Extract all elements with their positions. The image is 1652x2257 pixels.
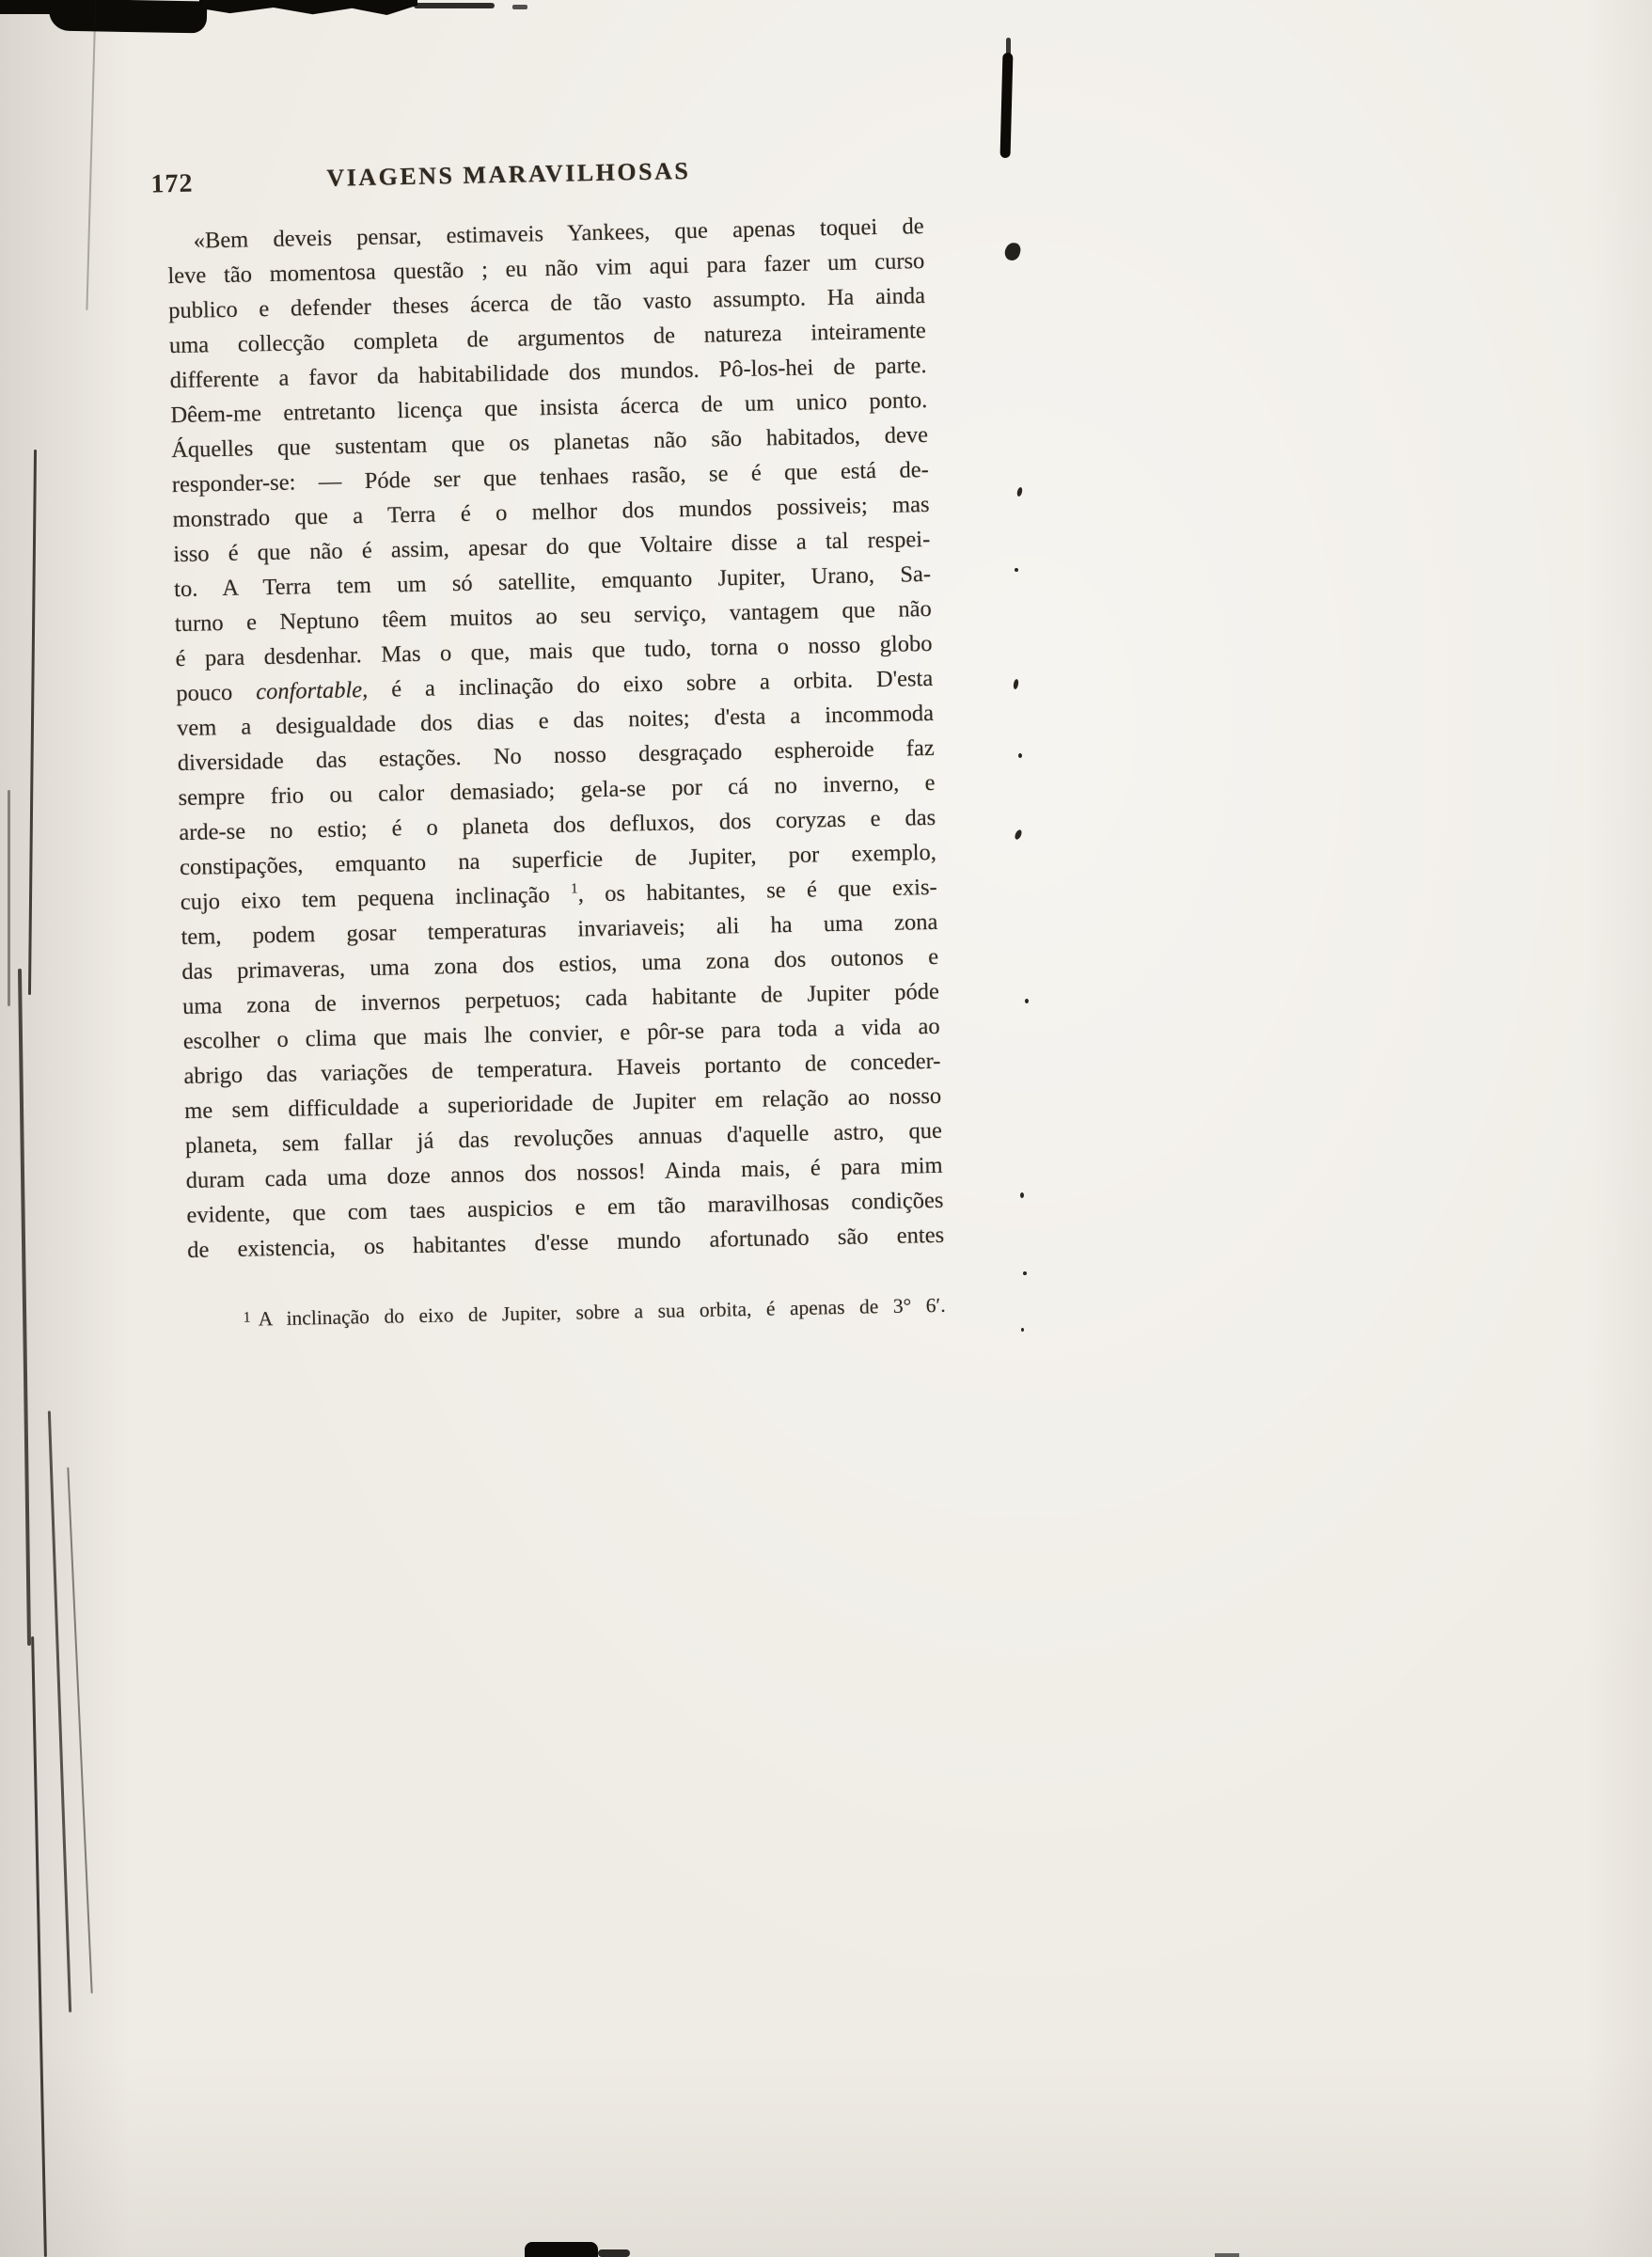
text-segment: , os habitantes, se é que exis- bbox=[577, 874, 937, 908]
text-line: arde-se no estio; é o planeta dos defluxos, dos coryzas e das bbox=[179, 804, 936, 846]
scan-blot bbox=[525, 2242, 598, 2257]
text-line: sempre frio ou calor demasiado; gela-se por cá no inverno, e bbox=[178, 769, 936, 812]
page-content bbox=[150, 152, 946, 1333]
scan-streak bbox=[18, 969, 31, 1646]
footnote-text: A inclinação do eixo de Jupiter, sobre a sua orbita, é apenas de 3° 6′. bbox=[258, 1293, 946, 1331]
text-line: Áquelles que sustentam que os planetas não são habitados, deve bbox=[170, 421, 929, 464]
scan-streak bbox=[8, 790, 10, 1006]
text-line: de existencia, os habitantes d'esse mundo afortunado são entes bbox=[186, 1222, 945, 1263]
text-segment: cujo eixo tem pequena inclinação bbox=[180, 881, 572, 916]
scan-blot bbox=[49, 0, 208, 33]
scan-blot bbox=[414, 3, 495, 8]
text-line: constipações, emquanto na superficie de Jupiter, por exemplo, bbox=[179, 839, 937, 881]
text-line: me sem difficuldade a superioridade de Jupiter em relação ao nosso bbox=[184, 1082, 942, 1124]
text-segment: pouco bbox=[176, 679, 257, 707]
scan-streak bbox=[67, 1467, 92, 1994]
scan-blot bbox=[512, 5, 527, 9]
text-line: uma collecção completa de argumentos de natureza inteiramente bbox=[168, 317, 927, 359]
text-line: evidente, que com taes auspicios e em tão maravilhosas condições bbox=[186, 1187, 944, 1228]
page-number: 172 bbox=[150, 168, 194, 199]
text-line: «Bem deveis pensar, estimaveis Yankees, que apenas toquei de bbox=[193, 213, 924, 254]
scan-blot bbox=[598, 2249, 630, 2257]
text-line: planeta, sem fallar já das revoluções annuas d'aquelle astro, que bbox=[184, 1117, 943, 1159]
text-line: escolher o clima que mais lhe convier, e pôr-se para toda a vida ao bbox=[182, 1013, 940, 1054]
text-line: to. A Terra tem um só satellite, emquanto Jupiter, Urano, Sa- bbox=[173, 560, 932, 603]
text-line: responder-se: — Póde ser que tenhaes rasão, se é que está de- bbox=[171, 456, 930, 498]
scan-streak bbox=[31, 1636, 47, 2257]
scan-speck bbox=[1013, 679, 1019, 690]
footnote-reference: 1 bbox=[570, 880, 578, 897]
text-line: turno e Neptuno têem muitos ao seu serviço, vantagem que não bbox=[174, 595, 932, 638]
scan-blot bbox=[1006, 38, 1011, 58]
scan-blot bbox=[1003, 242, 1022, 262]
text-line: diversidade das estações. No nosso desgraçado espheroide faz bbox=[177, 734, 935, 777]
scan-speck bbox=[1015, 568, 1018, 572]
scan-blot bbox=[199, 0, 417, 15]
text-segment: é a inclinação do eixo sobre a orbita. D'esta bbox=[367, 665, 934, 702]
running-title: VIAGENS MARAVILHOSAS bbox=[326, 156, 691, 192]
text-line: monstrado que a Terra é o melhor dos mundos possiveis; mas bbox=[172, 491, 930, 533]
page-header bbox=[150, 152, 923, 201]
text-line: é para desdenhar. Mas o que, mais que tudo, torna o nosso globo bbox=[175, 630, 933, 672]
scan-speck bbox=[1021, 1328, 1024, 1332]
scan-blot bbox=[1215, 2253, 1239, 2257]
text-line: abrigo das variações de temperatura. Haveis portanto de conceder- bbox=[183, 1048, 941, 1089]
scan-speck bbox=[1023, 1271, 1027, 1275]
text-line: differente a favor da habitabilidade dos mundos. Pô-los-hei de parte. bbox=[169, 352, 927, 394]
scan-speck bbox=[1025, 999, 1029, 1003]
scan-streak bbox=[86, 0, 96, 310]
body-text bbox=[166, 209, 944, 1268]
text-line: duram cada uma doze annos dos nossos! Ainda mais, é para mim bbox=[185, 1152, 943, 1193]
scan-speck bbox=[1014, 829, 1023, 840]
footnote-marker: 1 bbox=[243, 1309, 251, 1326]
text-line: leve tão momentosa questão ; eu não vim aqui para fazer um curso bbox=[167, 248, 925, 290]
scan-speck bbox=[1018, 753, 1022, 758]
text-segment-italic: confortable, bbox=[255, 676, 369, 705]
scan-blot bbox=[1000, 53, 1014, 158]
scan-streak bbox=[28, 450, 37, 995]
text-line: publico e defender theses ácerca de tão vasto assumpto. Ha ainda bbox=[167, 282, 926, 324]
text-line: Dêem-me entretanto licença que insista ácerca de um unico ponto. bbox=[170, 387, 928, 429]
footnote bbox=[188, 1294, 945, 1333]
text-line: uma zona de invernos perpetuos; cada habitante de Jupiter póde bbox=[181, 978, 940, 1019]
text-line: isso é que não é assim, apesar do que Voltaire disse a tal respei- bbox=[173, 526, 931, 568]
scan-speck bbox=[1016, 487, 1023, 497]
text-line: tem, podem gosar temperaturas invariaveis; ali ha uma zona bbox=[181, 908, 938, 951]
text-line: vem a desigualdade dos dias e das noites; d'esta a incommoda bbox=[176, 700, 935, 742]
text-line: das primaveras, uma zona dos estios, uma zona dos outonos e bbox=[181, 943, 939, 986]
scan-speck bbox=[1020, 1192, 1024, 1198]
